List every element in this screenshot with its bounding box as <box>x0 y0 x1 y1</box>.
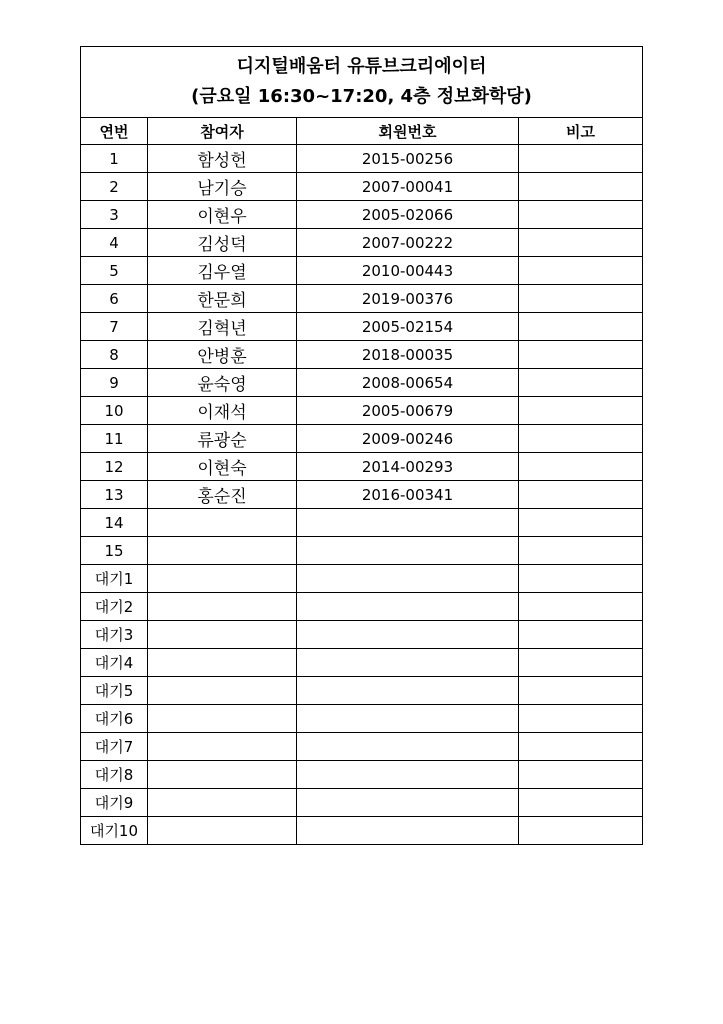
header-row <box>81 118 643 145</box>
row-number-cell: 대기6 <box>81 705 148 733</box>
table-row <box>81 705 643 733</box>
row-number-cell: 5 <box>81 257 148 285</box>
member-id-cell: 2014-00293 <box>297 453 519 481</box>
participant-name-cell: 김혁년 <box>148 313 297 341</box>
member-id-cell: 2008-00654 <box>297 369 519 397</box>
participant-name-cell: 윤숙영 <box>148 369 297 397</box>
note-cell <box>519 705 643 733</box>
member-id-cell <box>297 509 519 537</box>
table-row <box>81 173 643 201</box>
row-number-cell: 14 <box>81 509 148 537</box>
member-id-cell <box>297 761 519 789</box>
note-cell <box>519 313 643 341</box>
participant-name-cell <box>148 817 297 845</box>
column-header-note: 비고 <box>519 118 643 145</box>
participant-name-cell: 이현숙 <box>148 453 297 481</box>
member-id-cell <box>297 705 519 733</box>
table-row <box>81 369 643 397</box>
participant-name-cell: 남기승 <box>148 173 297 201</box>
note-cell <box>519 425 643 453</box>
note-cell <box>519 369 643 397</box>
note-cell <box>519 453 643 481</box>
table-row <box>81 649 643 677</box>
table-row <box>81 677 643 705</box>
table-row <box>81 537 643 565</box>
member-id-cell <box>297 789 519 817</box>
participant-name-cell: 김우열 <box>148 257 297 285</box>
row-number-cell: 3 <box>81 201 148 229</box>
row-number-cell: 10 <box>81 397 148 425</box>
note-cell <box>519 145 643 173</box>
note-cell <box>519 285 643 313</box>
table-row <box>81 621 643 649</box>
participant-name-cell: 이현우 <box>148 201 297 229</box>
note-cell <box>519 649 643 677</box>
row-number-cell: 1 <box>81 145 148 173</box>
member-id-cell: 2007-00041 <box>297 173 519 201</box>
row-number-cell: 대기7 <box>81 733 148 761</box>
note-cell <box>519 229 643 257</box>
row-number-cell: 대기2 <box>81 593 148 621</box>
note-cell <box>519 621 643 649</box>
participant-name-cell <box>148 677 297 705</box>
note-cell <box>519 537 643 565</box>
note-cell <box>519 817 643 845</box>
column-header-participant: 참여자 <box>148 118 297 145</box>
member-id-cell: 2015-00256 <box>297 145 519 173</box>
table-body <box>81 145 643 845</box>
participant-name-cell <box>148 537 297 565</box>
participant-name-cell: 류광순 <box>148 425 297 453</box>
member-id-cell: 2005-02154 <box>297 313 519 341</box>
row-number-cell: 대기9 <box>81 789 148 817</box>
member-id-cell <box>297 817 519 845</box>
member-id-cell: 2010-00443 <box>297 257 519 285</box>
member-id-cell <box>297 593 519 621</box>
row-number-cell: 15 <box>81 537 148 565</box>
participant-name-cell <box>148 761 297 789</box>
note-cell <box>519 677 643 705</box>
table-row <box>81 341 643 369</box>
note-cell <box>519 789 643 817</box>
note-cell <box>519 509 643 537</box>
member-id-cell <box>297 733 519 761</box>
participant-name-cell <box>148 565 297 593</box>
participant-name-cell <box>148 705 297 733</box>
row-number-cell: 6 <box>81 285 148 313</box>
note-cell <box>519 733 643 761</box>
table-row <box>81 453 643 481</box>
table-row <box>81 565 643 593</box>
note-cell <box>519 593 643 621</box>
note-cell <box>519 201 643 229</box>
participant-name-cell <box>148 593 297 621</box>
note-cell <box>519 173 643 201</box>
row-number-cell: 9 <box>81 369 148 397</box>
note-cell <box>519 761 643 789</box>
table-row <box>81 733 643 761</box>
title-line-1: 디지털배움터 유튜브크리에이터 <box>236 56 487 77</box>
participant-name-cell <box>148 649 297 677</box>
participant-name-cell: 한문희 <box>148 285 297 313</box>
table-row <box>81 789 643 817</box>
document-title <box>81 47 643 118</box>
table-row <box>81 397 643 425</box>
participant-name-cell <box>148 621 297 649</box>
title-line-2: (금요일 16:30~17:20, 4층 정보화학당) <box>191 86 532 107</box>
table-row <box>81 425 643 453</box>
note-cell <box>519 341 643 369</box>
table-row <box>81 817 643 845</box>
table-row <box>81 593 643 621</box>
table-row <box>81 761 643 789</box>
column-header-no: 연번 <box>81 118 148 145</box>
column-header-member-id: 회원번호 <box>297 118 519 145</box>
table-row <box>81 201 643 229</box>
member-id-cell: 2016-00341 <box>297 481 519 509</box>
member-id-cell: 2009-00246 <box>297 425 519 453</box>
participant-name-cell <box>148 509 297 537</box>
note-cell <box>519 257 643 285</box>
row-number-cell: 대기3 <box>81 621 148 649</box>
member-id-cell <box>297 621 519 649</box>
row-number-cell: 대기1 <box>81 565 148 593</box>
member-id-cell <box>297 565 519 593</box>
member-id-cell: 2018-00035 <box>297 341 519 369</box>
table-row <box>81 285 643 313</box>
row-number-cell: 대기5 <box>81 677 148 705</box>
note-cell <box>519 565 643 593</box>
member-id-cell: 2005-00679 <box>297 397 519 425</box>
participant-name-cell <box>148 733 297 761</box>
row-number-cell: 12 <box>81 453 148 481</box>
table-row <box>81 313 643 341</box>
member-id-cell: 2007-00222 <box>297 229 519 257</box>
participant-name-cell: 안병훈 <box>148 341 297 369</box>
row-number-cell: 11 <box>81 425 148 453</box>
member-id-cell: 2005-02066 <box>297 201 519 229</box>
row-number-cell: 7 <box>81 313 148 341</box>
participant-name-cell: 이재석 <box>148 397 297 425</box>
note-cell <box>519 397 643 425</box>
attendance-table <box>80 46 643 845</box>
row-number-cell: 대기4 <box>81 649 148 677</box>
table-row <box>81 229 643 257</box>
participant-name-cell <box>148 789 297 817</box>
member-id-cell <box>297 677 519 705</box>
table-row <box>81 481 643 509</box>
table-row <box>81 257 643 285</box>
row-number-cell: 대기10 <box>81 817 148 845</box>
note-cell <box>519 481 643 509</box>
member-id-cell: 2019-00376 <box>297 285 519 313</box>
row-number-cell: 13 <box>81 481 148 509</box>
row-number-cell: 4 <box>81 229 148 257</box>
row-number-cell: 8 <box>81 341 148 369</box>
participant-name-cell: 김성덕 <box>148 229 297 257</box>
participant-name-cell: 함성헌 <box>148 145 297 173</box>
row-number-cell: 2 <box>81 173 148 201</box>
member-id-cell <box>297 537 519 565</box>
table-row <box>81 509 643 537</box>
member-id-cell <box>297 649 519 677</box>
participant-name-cell: 홍순진 <box>148 481 297 509</box>
table-row <box>81 145 643 173</box>
row-number-cell: 대기8 <box>81 761 148 789</box>
